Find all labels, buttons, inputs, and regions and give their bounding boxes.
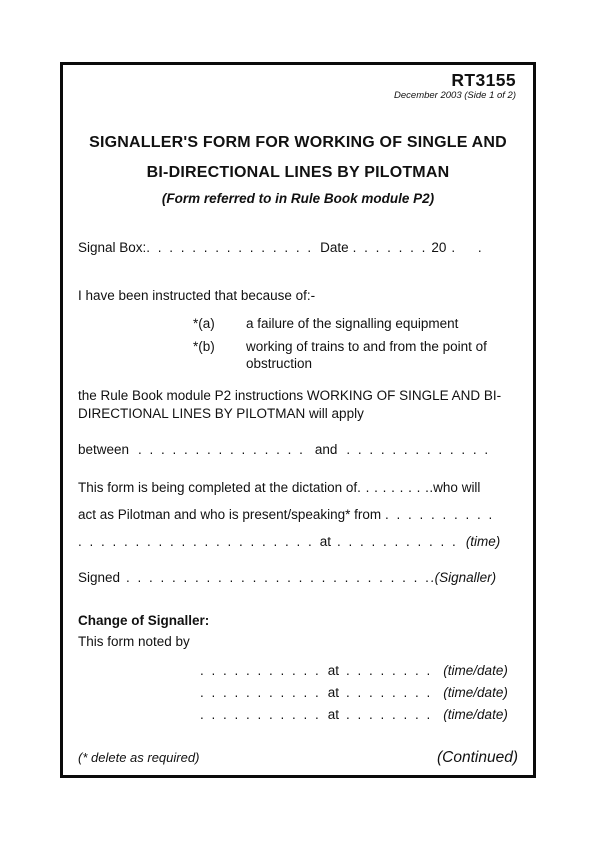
dictation-paragraph xyxy=(78,474,518,555)
form-subtitle: (Form referred to in Rule Book module P2) xyxy=(161,191,435,207)
instructed-intro: I have been instructed that because of:- xyxy=(78,288,316,304)
option-a-text: a failure of the signalling equipment xyxy=(246,316,459,332)
dictation-text-2: act as Pilotman and who is present/speaking* from xyxy=(78,507,382,523)
between-fill-2: . . . . . . . . . . . . . xyxy=(346,442,491,458)
timedate-annotation: (time/date) xyxy=(443,663,508,679)
at-label: at xyxy=(327,685,340,701)
time-fill: . . . . . . . . . . . xyxy=(337,534,458,550)
option-b xyxy=(78,338,518,372)
continued-label: (Continued) xyxy=(437,749,518,766)
between-fill-1: . . . . . . . . . . . . . . . xyxy=(138,442,305,458)
at-label: at xyxy=(327,707,340,723)
signed-row xyxy=(78,569,518,586)
noted-row xyxy=(78,660,518,682)
noted-row xyxy=(78,704,518,726)
date-fill: . . . . . . . xyxy=(352,240,428,256)
dictation-suffix-1: .who will xyxy=(429,480,481,496)
reason-options xyxy=(78,315,518,378)
form-title-line2: BI-DIRECTIONAL LINES BY PILOTMAN xyxy=(146,164,450,182)
option-a xyxy=(78,315,518,332)
option-a-marker: *(a) xyxy=(193,316,215,332)
signal-box-row xyxy=(78,239,518,256)
between-label: between xyxy=(78,442,130,458)
noted-name-fill: . . . . . . . . . . . xyxy=(200,707,321,723)
noted-time-fill: . . . . . . . . xyxy=(346,707,433,723)
year-prefix: 20 xyxy=(431,240,447,256)
and-label: and xyxy=(314,442,338,458)
form-number: RT3155 xyxy=(451,70,516,90)
noted-by-rows xyxy=(78,660,518,726)
apply-paragraph: the Rule Book module P2 instructions WORKING OF SINGLE AND BI-DIRECTIONAL LINES BY PILOTMAN will apply xyxy=(78,388,502,422)
form-title-line1: SIGNALLER'S FORM FOR WORKING OF SINGLE AND xyxy=(89,134,507,152)
dictation-line-1 xyxy=(78,474,518,501)
signal-box-fill: . . . . . . . . . . . . . . . xyxy=(146,240,314,256)
between-row xyxy=(78,441,518,458)
form-title xyxy=(78,128,518,188)
dictation-line-3 xyxy=(78,528,518,555)
speaking-from-fill: . . . . . . . . . . xyxy=(384,507,495,523)
signed-label: Signed xyxy=(78,570,121,586)
form-header xyxy=(78,71,518,101)
noted-by-label: This form noted by xyxy=(78,634,190,650)
signaller-annotation: .(Signaller) xyxy=(430,570,497,586)
form-outline xyxy=(60,62,536,778)
signal-box-label: Signal Box: xyxy=(78,240,147,256)
dictation-text-1: This form is being completed at the dictation of xyxy=(78,480,358,496)
date-label: Date xyxy=(320,240,349,256)
option-b-marker: *(b) xyxy=(193,339,215,355)
edition-note: December 2003 (Side 1 of 2) xyxy=(394,89,516,101)
noted-name-fill: . . . . . . . . . . . xyxy=(200,685,321,701)
time-annotation: (time) xyxy=(465,534,501,550)
noted-time-fill: . . . . . . . . xyxy=(346,685,433,701)
noted-time-fill: . . . . . . . . xyxy=(346,663,433,679)
dictated-by-fill: . . . . . . . . . xyxy=(357,480,430,496)
year-fill: . . xyxy=(451,240,484,256)
location-fill: . . . . . . . . . . . . . . . . . . . . . xyxy=(78,534,314,550)
at-label: at xyxy=(327,663,340,679)
noted-name-fill: . . . . . . . . . . . xyxy=(200,663,321,679)
timedate-annotation: (time/date) xyxy=(443,685,508,701)
form-footer xyxy=(78,749,518,766)
dictation-line-2 xyxy=(78,501,518,528)
at-label: at xyxy=(319,534,332,550)
option-b-text: working of trains to and from the point of obstruction xyxy=(246,339,487,372)
delete-as-required-note: (* delete as required) xyxy=(78,750,200,765)
timedate-annotation: (time/date) xyxy=(443,707,508,723)
signature-fill: . . . . . . . . . . . . . . . . . . . . . . . . . . . xyxy=(126,570,431,586)
change-of-signaller-heading: Change of Signaller: xyxy=(78,613,210,629)
noted-row xyxy=(78,682,518,704)
